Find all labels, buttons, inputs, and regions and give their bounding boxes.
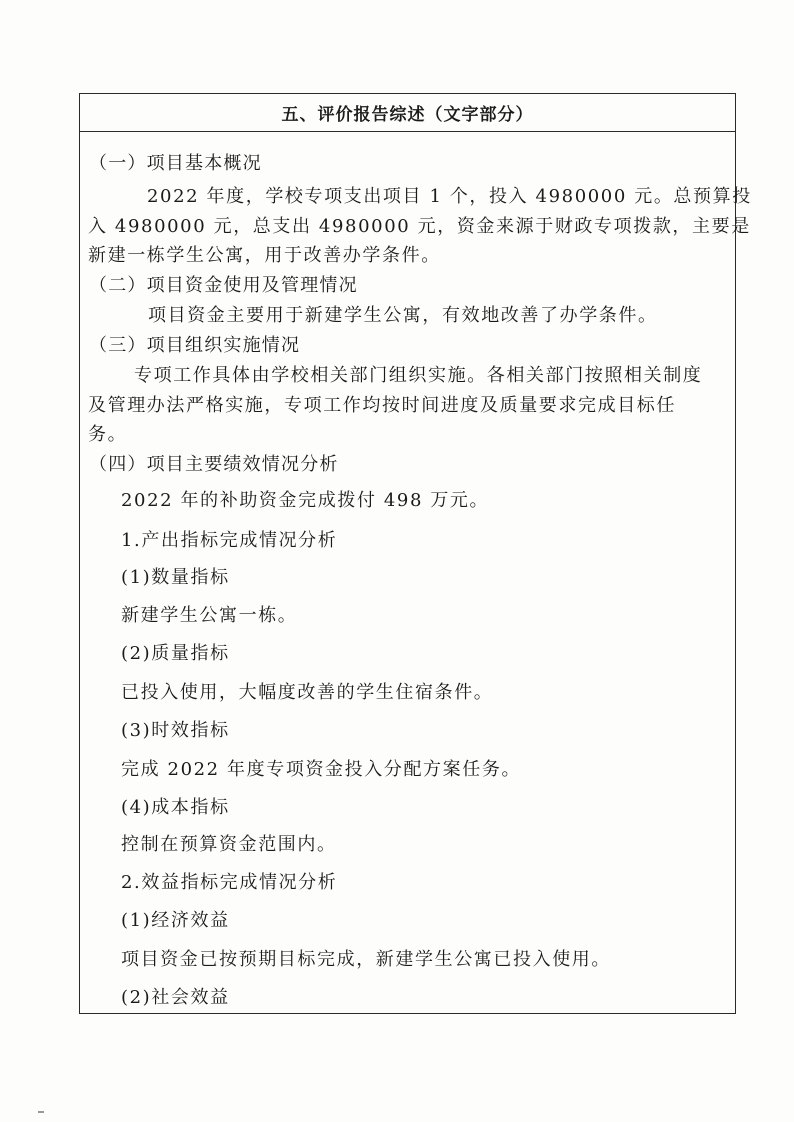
paragraph-line: 2022 年度，学校专项支出项目 1 个，投入 4980000 元。总预算投: [147, 186, 752, 207]
subheading: (3)时效指标: [121, 720, 230, 741]
page-title: 五、评价报告综述（文字部分）: [281, 105, 534, 125]
paragraph-line: 入 4980000 元，总支出 4980000 元，资金来源于财政专项拨款，主要是: [88, 216, 751, 237]
paragraph-line: 完成 2022 年度专项资金投入分配方案任务。: [121, 759, 522, 780]
section-heading-2: （二）项目资金使用及管理情况: [89, 275, 358, 296]
subheading: 1.产出指标完成情况分析: [121, 530, 338, 551]
paragraph-line: 及管理办法严格实施，专项工作均按时间进度及质量要求完成目标任: [88, 395, 676, 416]
title-row: [80, 94, 735, 132]
paragraph-line: 项目资金已按预期目标完成，新建学生公寓已投入使用。: [121, 949, 611, 970]
paragraph-line: 新建学生公寓一栋。: [121, 605, 298, 626]
scan-mark: [38, 1111, 44, 1113]
paragraph-line: 新建一栋学生公寓，用于改善办学条件。: [88, 245, 441, 266]
subheading: 2.效益指标完成情况分析: [121, 872, 338, 893]
paragraph-line: 控制在预算资金范围内。: [121, 834, 337, 855]
section-heading-4: （四）项目主要绩效情况分析: [89, 454, 339, 475]
subheading: (2)社会效益: [121, 987, 230, 1008]
subheading: (1)数量指标: [121, 567, 230, 588]
subheading: (1)经济效益: [121, 910, 230, 931]
paragraph-line: 2022 年的补助资金完成拨付 498 万元。: [121, 490, 490, 511]
paragraph-line: 务。: [88, 424, 128, 445]
subheading: (4)成本指标: [121, 797, 230, 818]
paragraph-line: 专项工作具体由学校相关部门组织实施。各相关部门按照相关制度: [134, 365, 703, 386]
subheading: (2)质量指标: [121, 643, 230, 664]
paragraph-line: 已投入使用，大幅度改善的学生住宿条件。: [121, 682, 494, 703]
section-heading-3: （三）项目组织实施情况: [89, 335, 301, 356]
paragraph-line: 项目资金主要用于新建学生公寓，有效地改善了办学条件。: [148, 305, 658, 326]
section-heading-1: （一）项目基本概况: [89, 153, 262, 174]
